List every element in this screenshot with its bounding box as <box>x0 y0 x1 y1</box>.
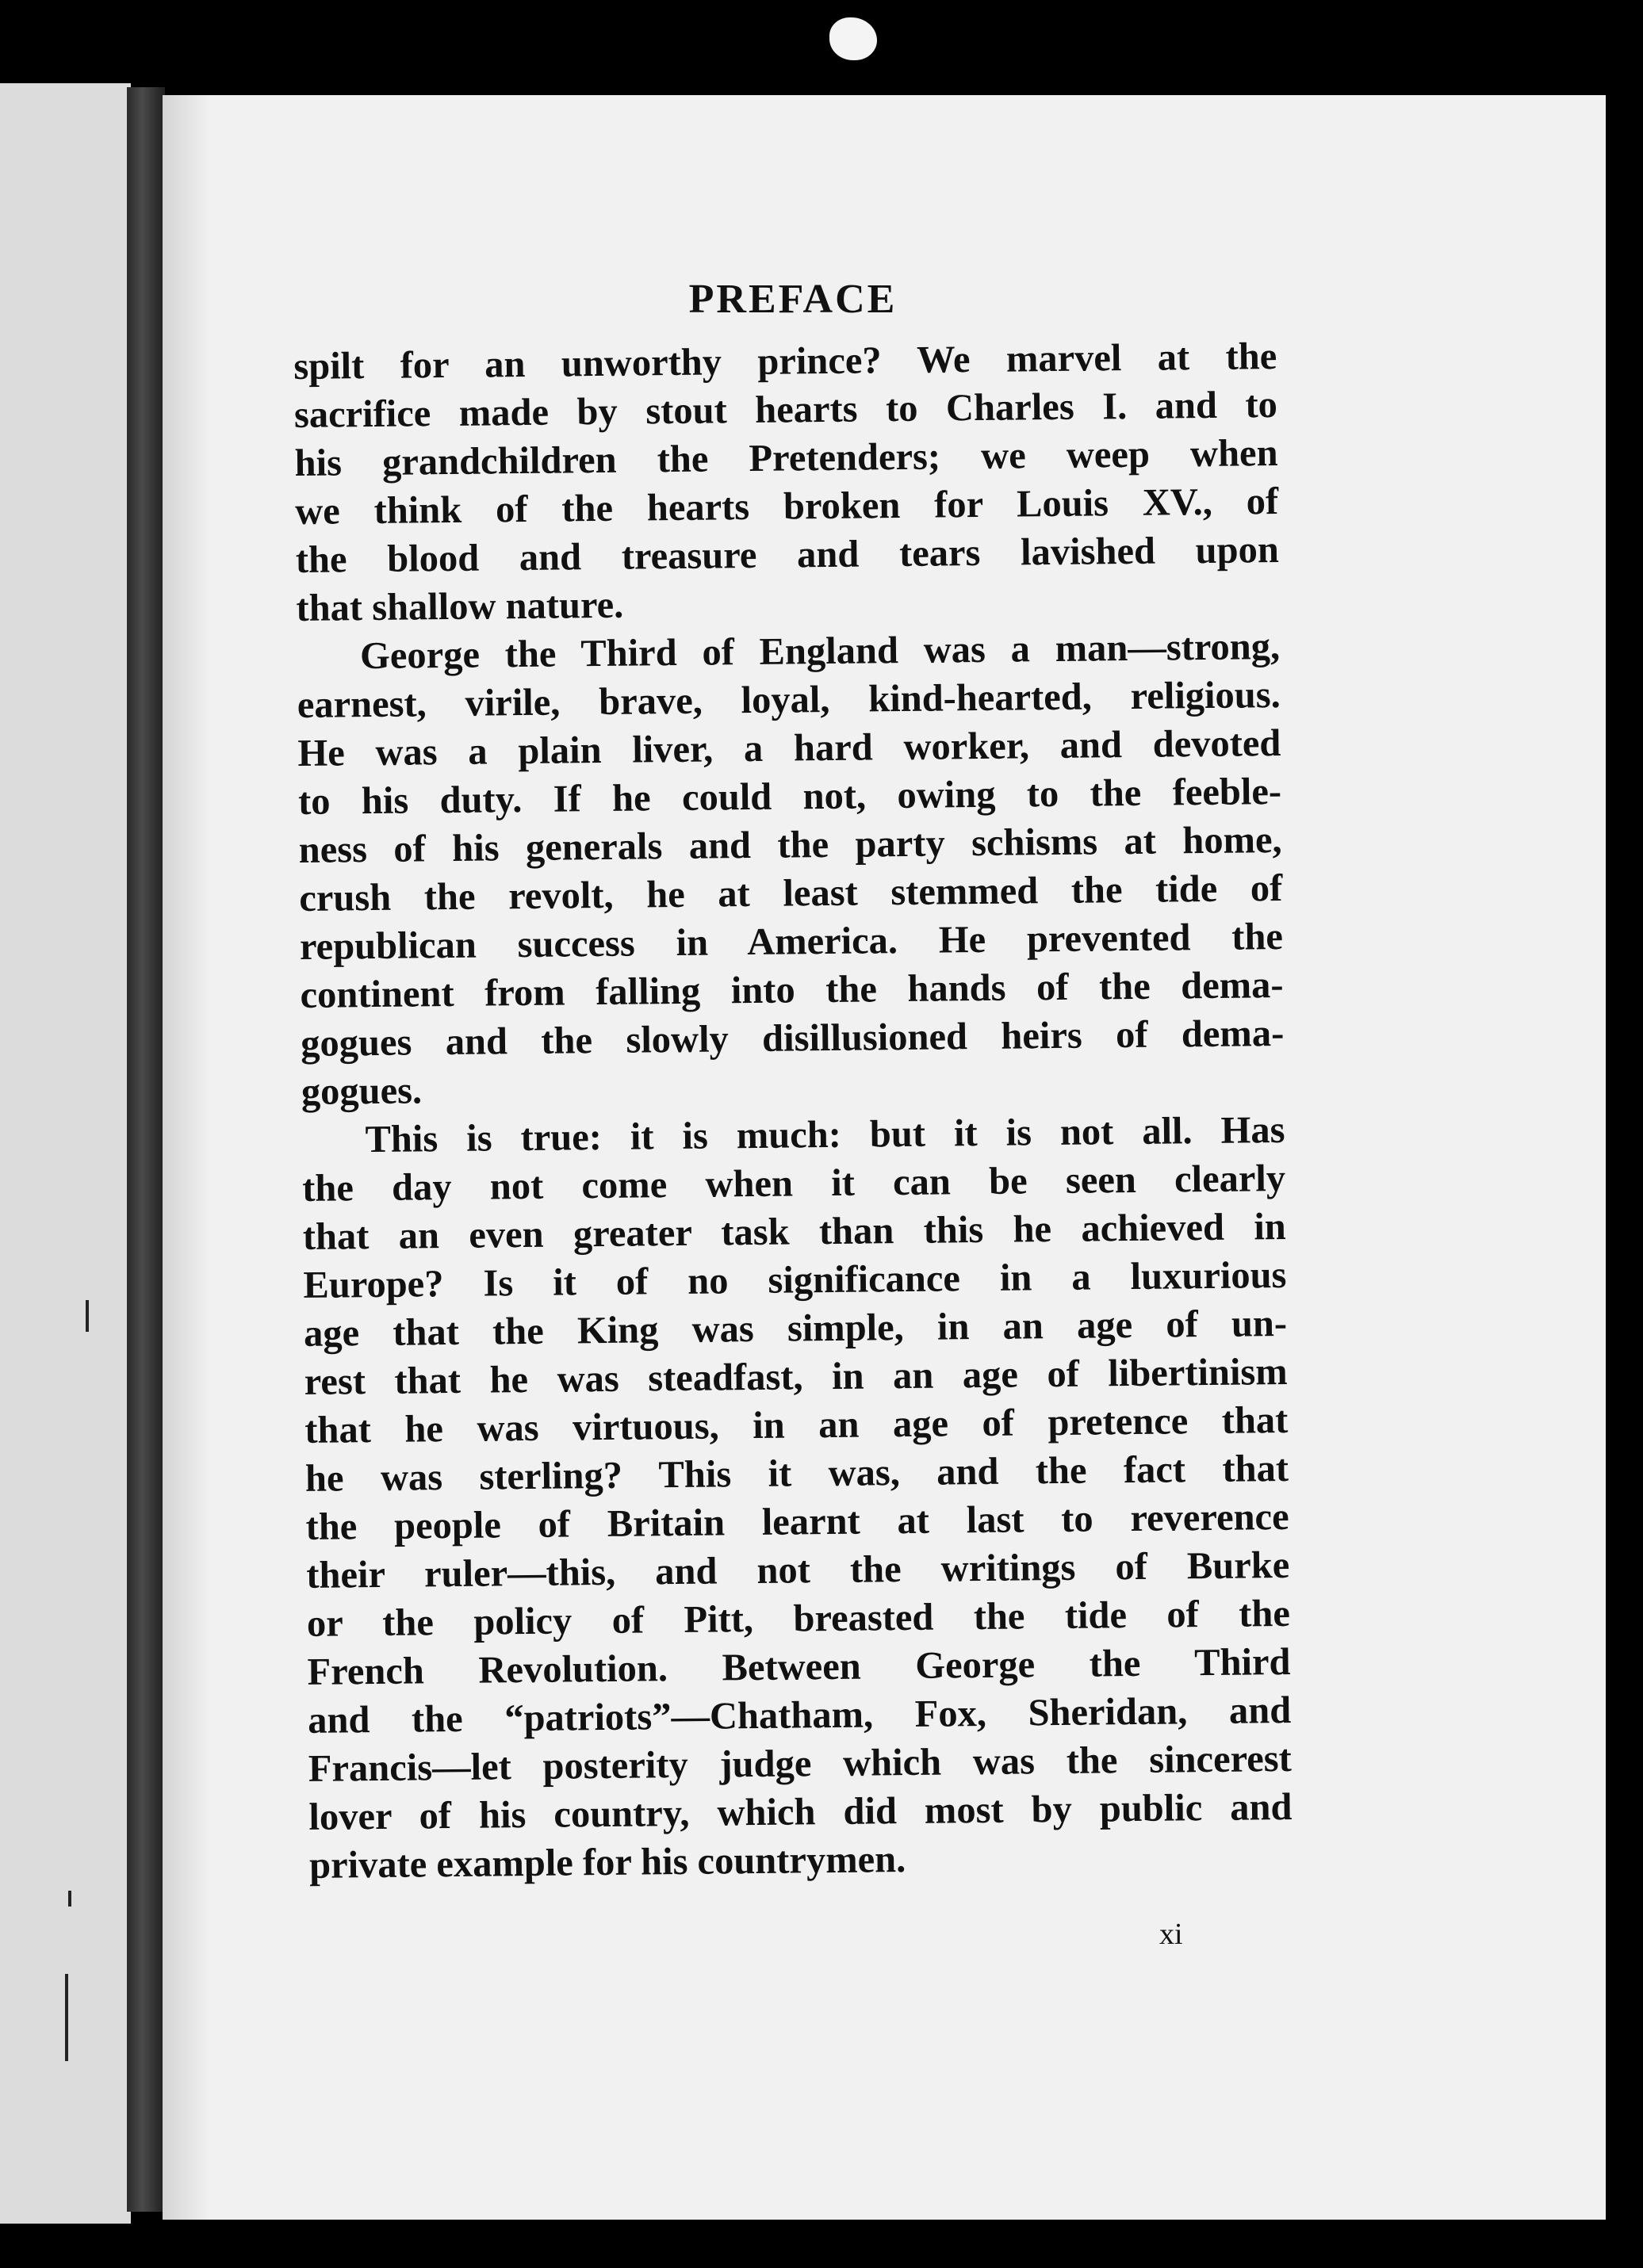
text-line: gogues and the slowly disillusioned heirs of dema- <box>300 1012 1285 1065</box>
text-line: to his duty. If he could not, owing to the feeble- <box>297 770 1282 823</box>
text-line: rest that he was steadfast, in an age of libertinism <box>304 1350 1288 1403</box>
text-line: that he was virtuous, in an age of pretence that <box>304 1398 1289 1451</box>
text-line: sacrifice made by stout hearts to Charles I. and to <box>293 384 1278 436</box>
text-line: that an even greater task than this he achieved in <box>302 1205 1287 1258</box>
running-head: PREFACE <box>688 277 898 322</box>
margin-mark <box>65 1974 68 2061</box>
text-line: age that the King was simple, in an age of un- <box>303 1302 1288 1355</box>
text-line: continent from falling into the hands of the dema- <box>300 963 1284 1016</box>
body-text <box>293 332 1293 1890</box>
text-line: crush the revolt, he at least stemmed the tide of <box>299 866 1283 920</box>
text-line: ness of his generals and the party schisms at home, <box>298 818 1282 871</box>
text-line: republican success in America. He prevented the <box>299 915 1284 968</box>
text-line: This is true: it is much: but it is not all. Has <box>365 1108 1285 1161</box>
text-line: He was a plain liver, a hard worker, and devoted <box>297 721 1281 774</box>
text-line: their ruler—this, and not the writings of Burke <box>306 1543 1290 1597</box>
facing-page-edge <box>0 83 131 2224</box>
book-gutter <box>127 87 165 2212</box>
margin-mark <box>68 1891 71 1907</box>
page-shadow <box>163 95 210 2220</box>
text-line: private example for his countrymen. <box>308 1838 906 1887</box>
text-line: earnest, virile, brave, loyal, kind-hearted, religious. <box>297 673 1281 726</box>
text-line: and the “patriots”—Chatham, Fox, Sheridan, and <box>307 1689 1292 1742</box>
text-line: the people of Britain learnt at last to reverence <box>305 1495 1289 1548</box>
text-line: the blood and treasure and tears lavished upon <box>295 529 1280 581</box>
text-line: he was sterling? This it was, and the fact that <box>304 1447 1289 1500</box>
scan-blot <box>829 17 877 60</box>
margin-mark <box>86 1300 89 1332</box>
text-line: spilt for an unworthy prince? We marvel at the <box>293 335 1277 388</box>
text-line: the day not come when it can be seen clearly <box>301 1157 1286 1210</box>
text-line: lover of his country, which did most by public and <box>308 1785 1293 1838</box>
page-number: xi <box>1159 1918 1183 1951</box>
text-line: gogues. <box>301 1069 423 1113</box>
text-line: George the Third of England was a man—strong, <box>359 625 1281 678</box>
text-line: French Revolution. Between George the Third <box>307 1640 1291 1693</box>
text-line: Francis—let posterity judge which was the sincerest <box>308 1737 1293 1790</box>
text-line: his grandchildren the Pretenders; we weep when <box>294 432 1278 484</box>
text-line: we think of the hearts broken for Louis XV., of <box>294 480 1279 533</box>
text-line: that shallow nature. <box>296 583 624 629</box>
text-line: or the policy of Pitt, breasted the tide of the <box>306 1592 1291 1645</box>
text-line: Europe? Is it of no significance in a luxurious <box>303 1253 1287 1306</box>
